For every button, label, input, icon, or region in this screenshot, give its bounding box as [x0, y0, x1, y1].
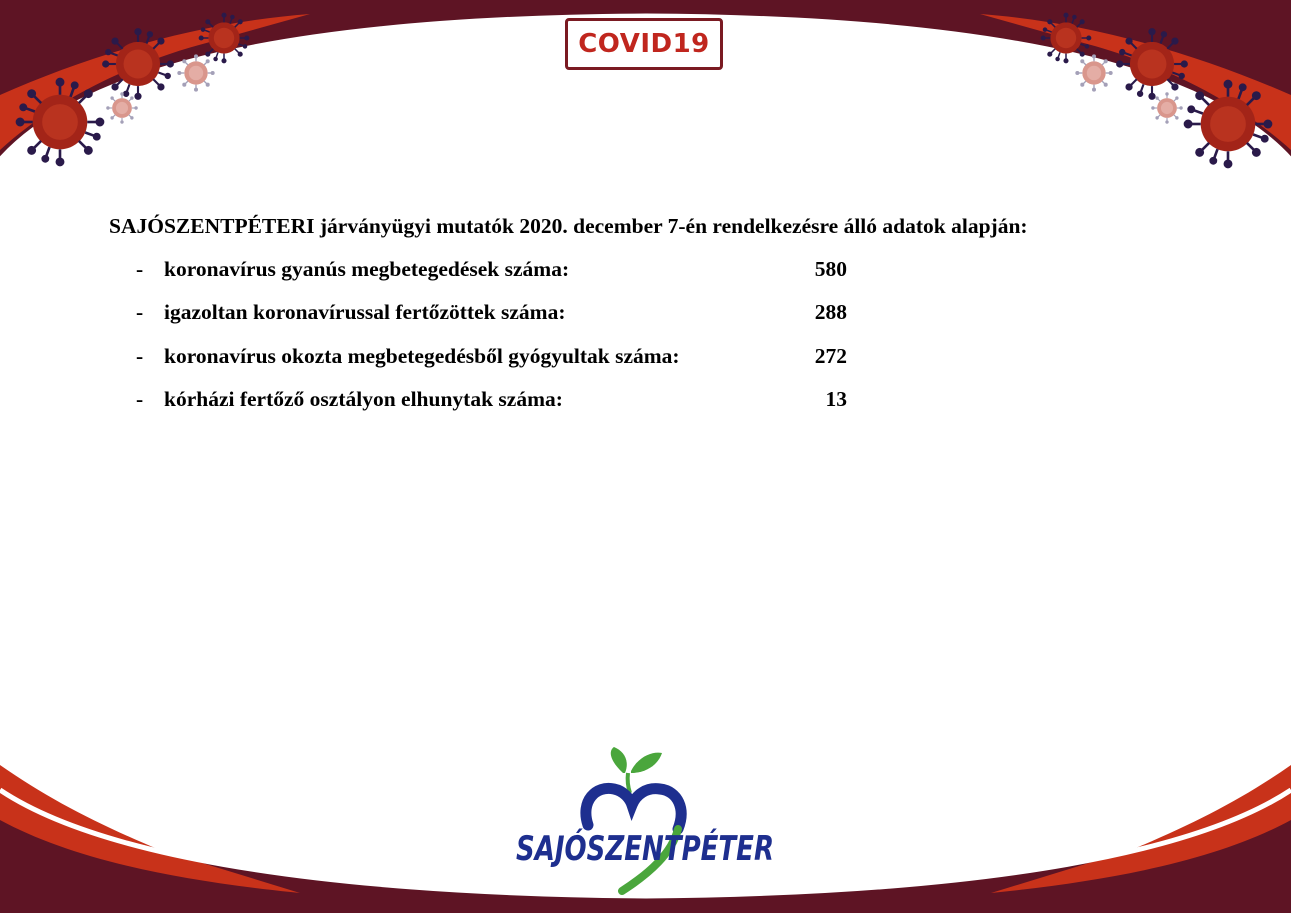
coronavirus-icon: [1185, 81, 1271, 167]
logo-text: SAJÓSZENTPÉTER: [516, 829, 854, 869]
indicator-label: koronavírus gyanús megbetegedések száma:: [164, 257, 570, 281]
indicator-row: [0, 257, 860, 287]
list-bullet: -: [136, 300, 144, 324]
coronavirus-icon: [1041, 13, 1090, 62]
indicator-value: 580: [814, 257, 847, 281]
coronavirus-icon: [199, 13, 248, 62]
heart-leaf-logo: [586, 747, 681, 891]
list-bullet: -: [136, 387, 144, 411]
coronavirus-icon: [17, 79, 103, 165]
coronavirus-icon: [178, 55, 214, 91]
list-bullet: -: [136, 344, 144, 368]
coronavirus-icon: [1117, 29, 1187, 99]
indicator-label: kórházi fertőző osztályon elhunytak száma:: [164, 387, 563, 411]
indicator-label: igazoltan koronavírussal fertőzöttek száma:: [164, 300, 566, 324]
indicator-row: [0, 300, 860, 330]
indicator-value: 272: [814, 344, 847, 368]
indicator-label: koronavírus okozta megbetegedésből gyógyultak száma:: [164, 344, 680, 368]
covid19-badge: [565, 18, 723, 70]
coronavirus-icon: [1152, 93, 1182, 123]
coronavirus-icon: [103, 29, 173, 99]
indicator-value: 13: [825, 387, 847, 411]
page-heading: SAJÓSZENTPÉTERI járványügyi mutatók 2020. december 7-én rendelkezésre álló adatok alapján:: [109, 214, 1028, 238]
coronavirus-icon: [107, 93, 137, 123]
indicator-value: 288: [814, 300, 847, 324]
list-bullet: -: [136, 257, 144, 281]
covid19-badge-text: COVID19: [578, 29, 710, 59]
indicator-row: [0, 387, 860, 417]
coronavirus-icon: [1076, 55, 1112, 91]
sajoszentpeter-logo: [510, 745, 854, 893]
indicator-row: [0, 344, 860, 374]
